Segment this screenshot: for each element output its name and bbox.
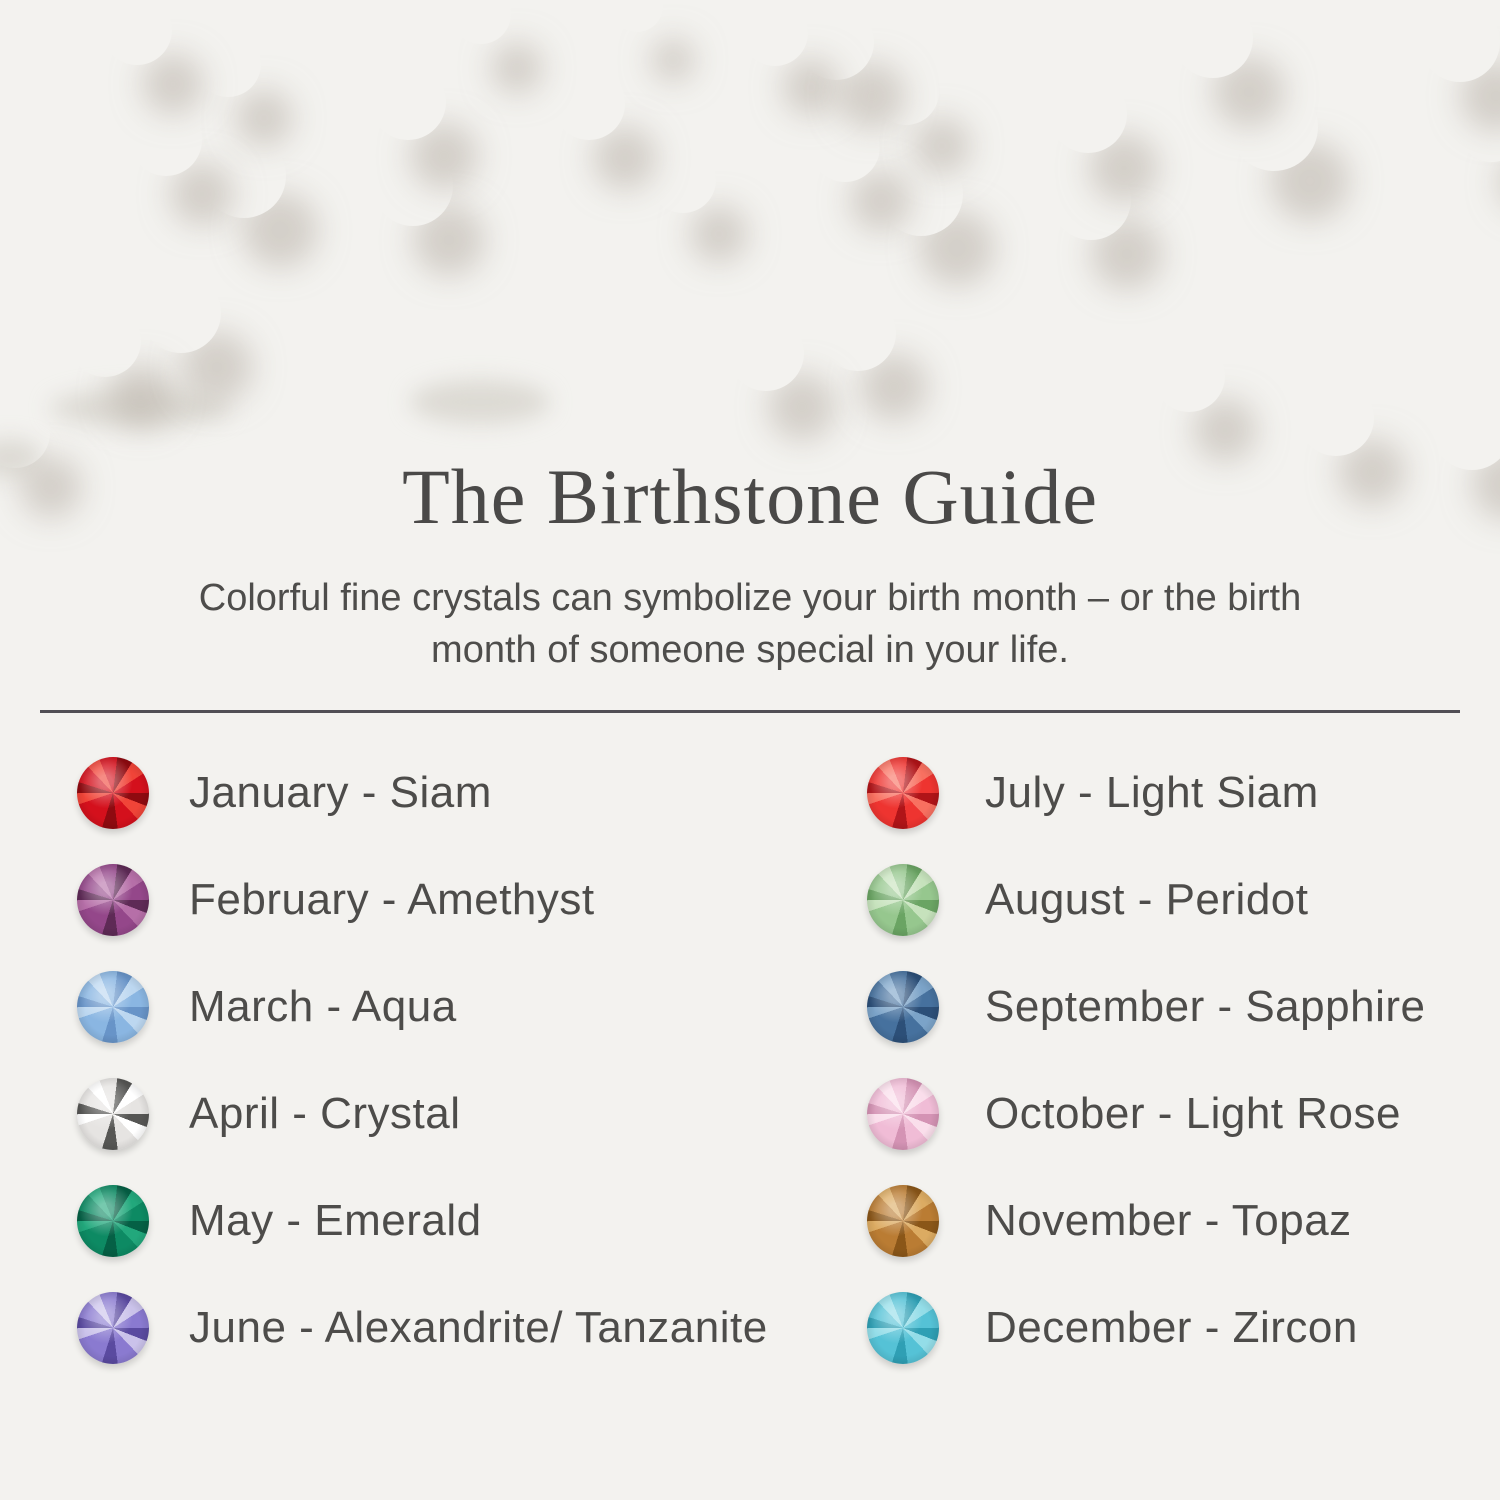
january-label: January - Siam <box>189 768 492 817</box>
clear-crystal <box>1230 83 1318 171</box>
june-gem-icon <box>77 1292 149 1364</box>
october-label: October - Light Rose <box>985 1089 1401 1138</box>
august-label: August - Peridot <box>985 875 1309 924</box>
clear-crystal <box>810 112 880 182</box>
crystal-shadow <box>410 380 550 424</box>
may-label: May - Emerald <box>189 1196 482 1245</box>
clear-crystal <box>370 64 446 140</box>
november-label: November - Topaz <box>985 1196 1352 1245</box>
clear-crystal <box>798 4 874 80</box>
clear-crystal <box>553 68 625 140</box>
birthstone-row-september <box>867 971 1425 1043</box>
clear-crystal <box>873 59 939 125</box>
clear-crystal <box>130 104 202 176</box>
october-gem-icon <box>867 1078 939 1150</box>
july-label: July - Light Siam <box>985 768 1319 817</box>
birthstone-row-july <box>867 757 1425 829</box>
birthstone-row-december <box>867 1292 1425 1364</box>
clear-crystal <box>820 295 896 371</box>
march-label: March - Aqua <box>189 982 457 1031</box>
crystal-shadow <box>50 389 230 427</box>
birthstone-row-august <box>867 864 1425 936</box>
clear-crystal <box>1298 380 1374 456</box>
birthstone-column-right <box>867 757 1425 1399</box>
clear-crystal <box>373 146 453 226</box>
june-label: June - Alexandrite/ Tanzanite <box>189 1303 768 1352</box>
clear-crystal <box>1458 94 1500 162</box>
november-gem-icon <box>867 1185 939 1257</box>
birthstone-row-april <box>77 1078 768 1150</box>
clear-crystal <box>1420 2 1500 82</box>
birthstone-row-january <box>77 757 768 829</box>
clear-crystal <box>202 134 286 218</box>
clear-crystal <box>195 31 261 97</box>
clear-crystal <box>879 152 963 236</box>
clear-crystal <box>451 0 511 44</box>
december-label: December - Zircon <box>985 1303 1358 1352</box>
birthstone-column-left <box>77 757 768 1399</box>
clear-crystal <box>1049 75 1127 153</box>
birthstone-row-february <box>77 864 768 936</box>
april-gem-icon <box>77 1078 149 1150</box>
january-gem-icon <box>77 757 149 829</box>
clear-crystal <box>141 273 221 353</box>
march-gem-icon <box>77 971 149 1043</box>
february-label: February - Amethyst <box>189 875 595 924</box>
birthstone-row-march <box>77 971 768 1043</box>
august-gem-icon <box>867 864 939 936</box>
subtitle-line-2: month of someone special in your life. <box>431 629 1069 671</box>
clear-crystal <box>1153 340 1225 412</box>
september-gem-icon <box>867 971 939 1043</box>
september-label: September - Sapphire <box>985 982 1426 1031</box>
february-gem-icon <box>77 864 149 936</box>
clear-crystal <box>102 0 172 65</box>
subtitle <box>0 572 1500 676</box>
birthstone-row-november <box>867 1185 1425 1257</box>
subtitle-line-1: Colorful fine crystals can symbolize your birth month – or the birth <box>198 577 1302 619</box>
may-gem-icon <box>77 1185 149 1257</box>
clear-crystal <box>1051 160 1131 240</box>
birthstone-row-may <box>77 1185 768 1257</box>
clear-crystal <box>69 305 141 377</box>
april-label: April - Crystal <box>189 1089 461 1138</box>
page-title: The Birthstone Guide <box>402 453 1098 540</box>
clear-crystal <box>611 0 663 32</box>
divider <box>40 710 1460 713</box>
clear-crystal <box>728 315 804 391</box>
clear-crystal <box>650 147 716 213</box>
birthstone-row-october <box>867 1078 1425 1150</box>
december-gem-icon <box>867 1292 939 1364</box>
july-gem-icon <box>867 757 939 829</box>
clear-crystal <box>1173 0 1253 78</box>
birthstone-row-june <box>77 1292 768 1364</box>
